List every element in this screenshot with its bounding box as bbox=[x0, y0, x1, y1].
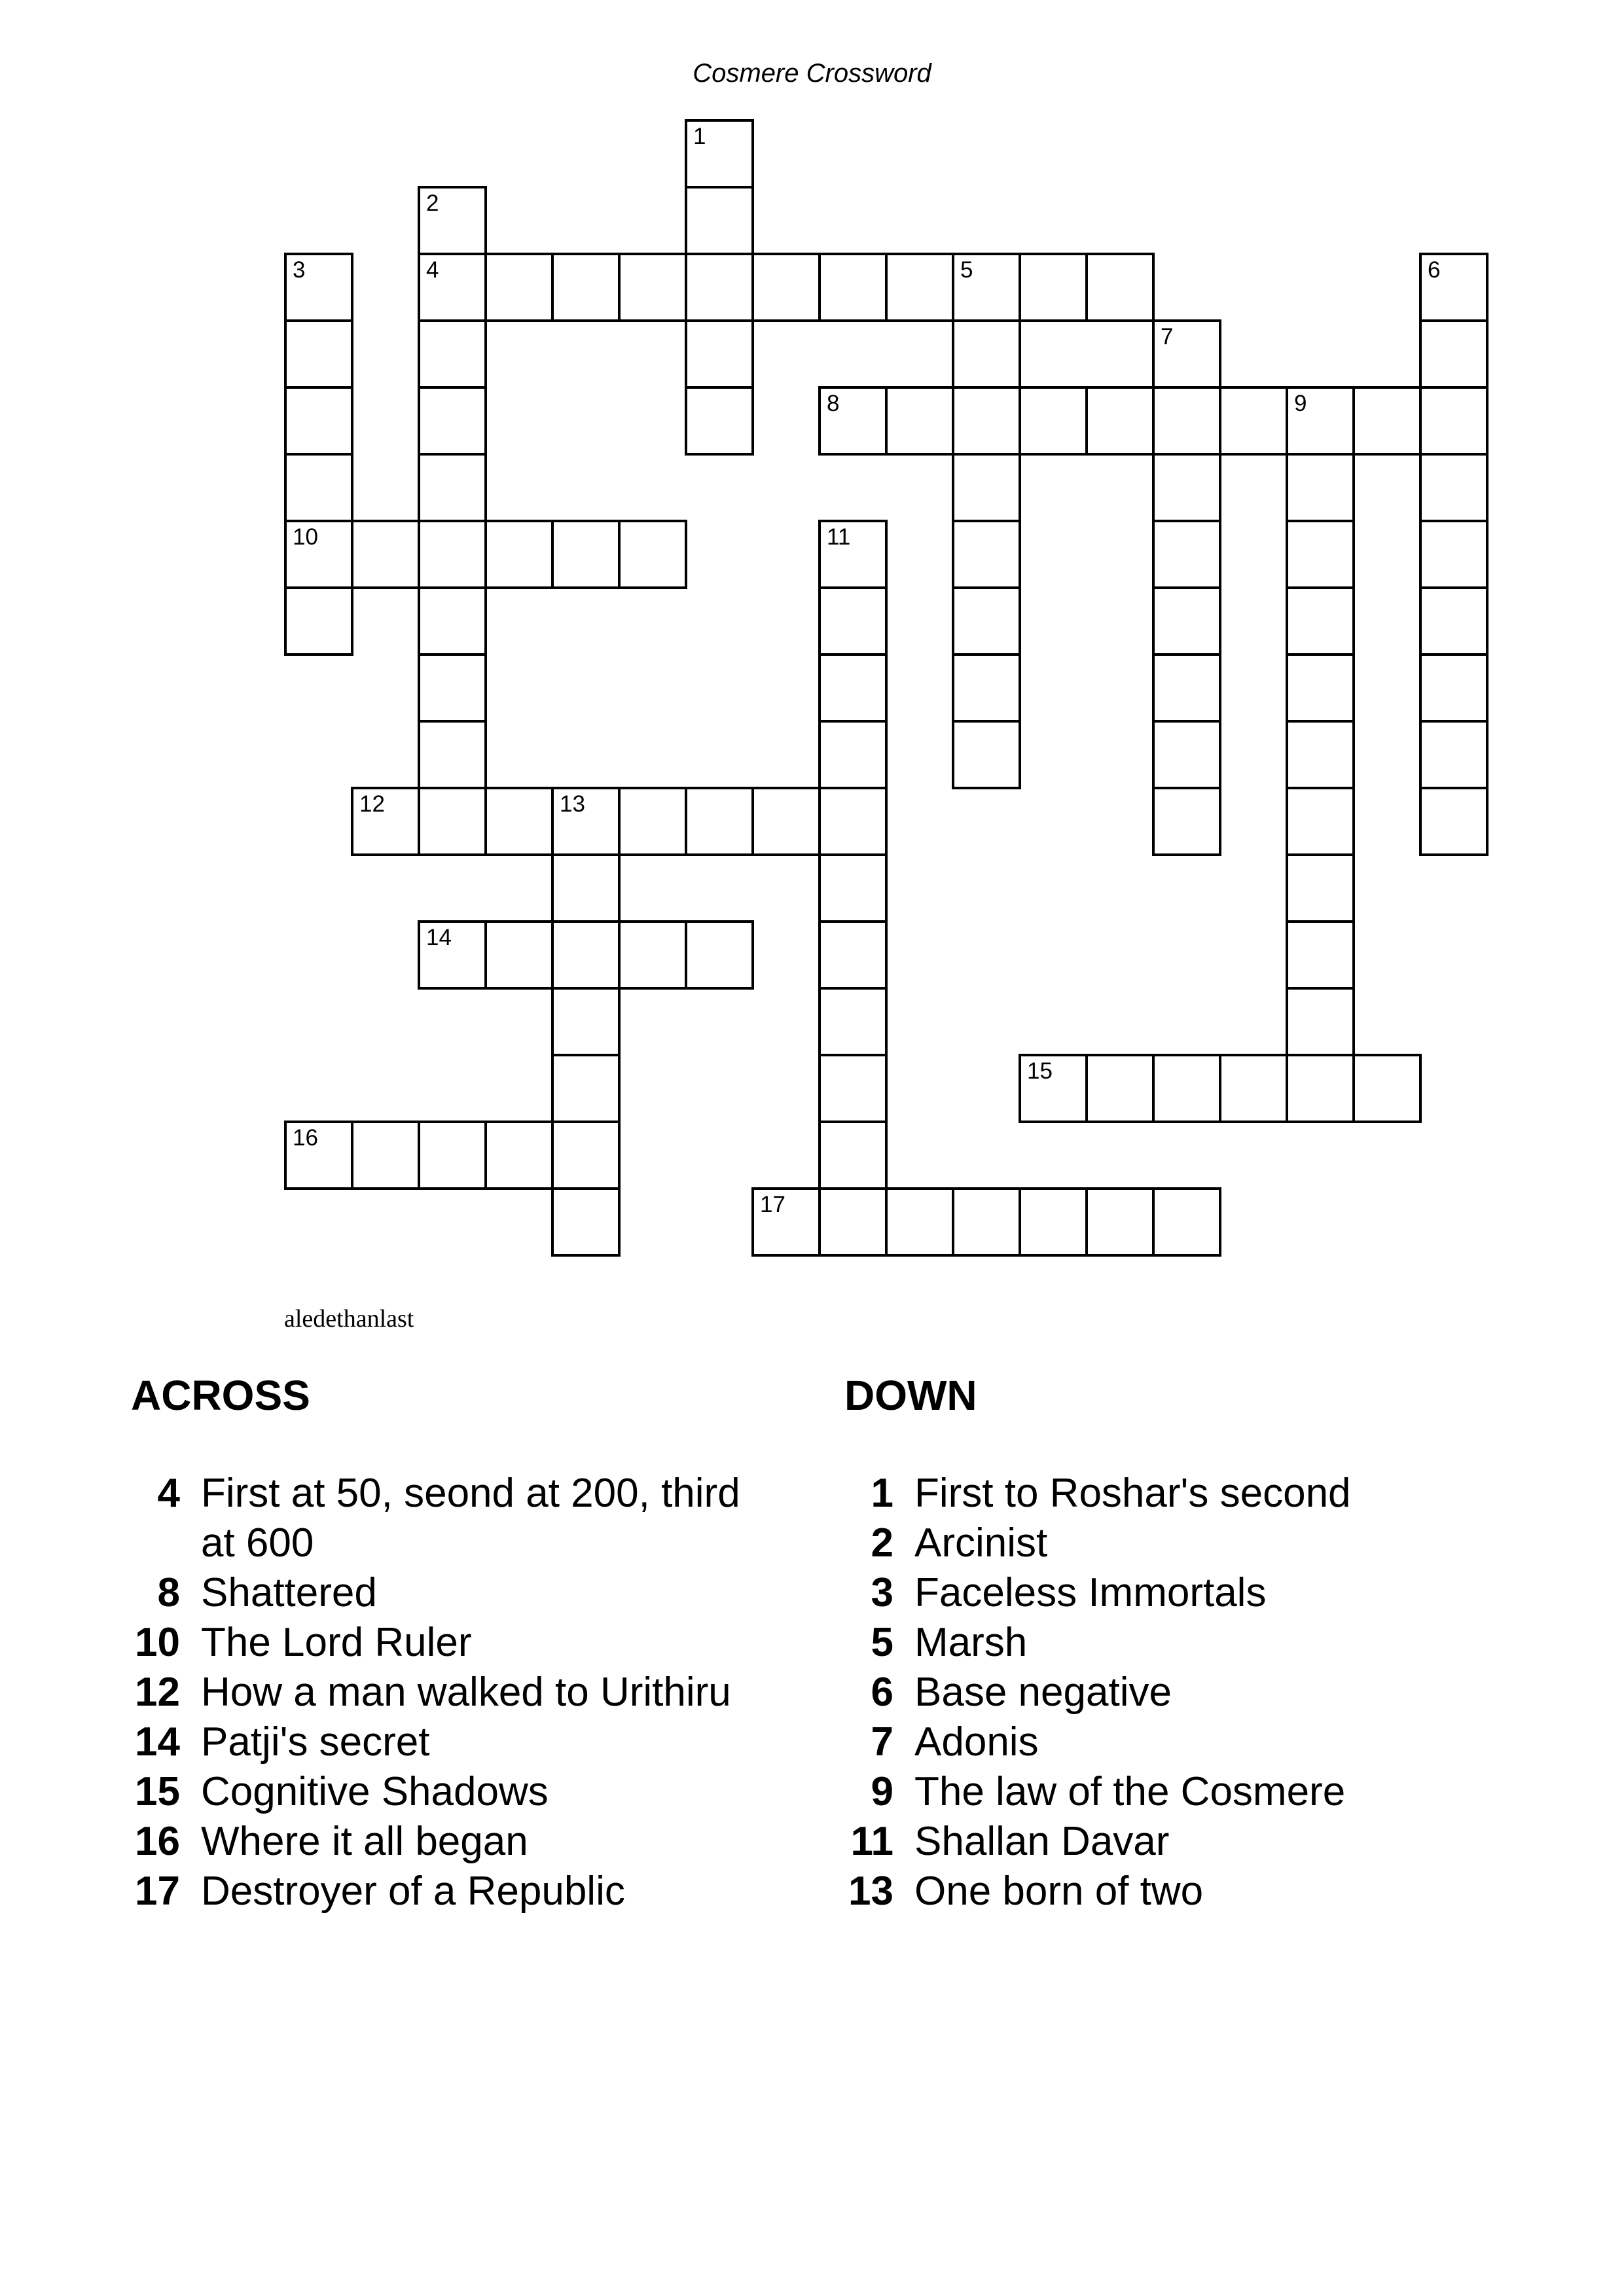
grid-cell[interactable] bbox=[1152, 720, 1221, 789]
grid-cell[interactable] bbox=[818, 1054, 888, 1123]
grid-cell[interactable] bbox=[551, 1121, 621, 1190]
down-clue-13[interactable] bbox=[844, 1867, 1499, 1916]
cell-number: 3 bbox=[293, 257, 306, 283]
clue-number: 17 bbox=[135, 1869, 180, 1914]
grid-cell[interactable] bbox=[751, 1187, 821, 1257]
grid-cell[interactable] bbox=[685, 186, 754, 255]
clue-number: 7 bbox=[871, 1719, 893, 1765]
grid-cell[interactable] bbox=[1152, 319, 1221, 389]
cell-number: 2 bbox=[426, 190, 439, 216]
grid-cell[interactable] bbox=[952, 720, 1021, 789]
clue-text: Shallan Davar bbox=[914, 1819, 1170, 1864]
down-clue-11[interactable] bbox=[844, 1817, 1499, 1867]
clue-number: 3 bbox=[871, 1570, 893, 1615]
cell-number: 14 bbox=[426, 925, 452, 950]
clue-text: The Lord Ruler bbox=[201, 1620, 472, 1665]
grid-cell[interactable] bbox=[818, 386, 888, 456]
grid-cell[interactable] bbox=[818, 1187, 888, 1257]
grid-cell[interactable] bbox=[551, 1187, 621, 1257]
grid-cell[interactable] bbox=[418, 586, 487, 656]
grid-cell[interactable] bbox=[1152, 586, 1221, 656]
grid-cell[interactable] bbox=[818, 1121, 888, 1190]
grid-cell[interactable] bbox=[484, 920, 554, 990]
grid-cell[interactable] bbox=[284, 386, 353, 456]
down-clues bbox=[844, 1374, 1499, 1916]
grid-cell[interactable] bbox=[618, 787, 687, 856]
across-clue-8[interactable] bbox=[131, 1568, 785, 1618]
grid-cell[interactable] bbox=[1419, 720, 1489, 789]
grid-cell[interactable] bbox=[818, 586, 888, 656]
cell-number: 6 bbox=[1428, 257, 1441, 283]
grid-cell[interactable] bbox=[1085, 1054, 1155, 1123]
grid-cell[interactable] bbox=[1286, 853, 1355, 923]
grid-cell[interactable] bbox=[1152, 1187, 1221, 1257]
grid-cell[interactable] bbox=[685, 319, 754, 389]
grid-cell[interactable] bbox=[1419, 253, 1489, 322]
grid-cell[interactable] bbox=[1419, 653, 1489, 723]
grid-cell[interactable] bbox=[1286, 520, 1355, 589]
grid-cell[interactable] bbox=[1085, 386, 1155, 456]
grid-cell[interactable] bbox=[885, 253, 954, 322]
grid-cell[interactable] bbox=[952, 520, 1021, 589]
clue-number: 1 bbox=[871, 1471, 893, 1516]
grid-cell[interactable] bbox=[1419, 586, 1489, 656]
grid-cell[interactable] bbox=[551, 253, 621, 322]
clue-text: How a man walked to Urithiru bbox=[201, 1670, 731, 1715]
grid-cell[interactable] bbox=[818, 787, 888, 856]
grid-cell[interactable] bbox=[1019, 1054, 1088, 1123]
clue-text: Marsh bbox=[914, 1620, 1028, 1665]
grid-cell[interactable] bbox=[952, 586, 1021, 656]
grid-cell[interactable] bbox=[418, 186, 487, 255]
cell-number: 8 bbox=[827, 391, 840, 416]
author-signature: aledethanlast bbox=[284, 1305, 414, 1333]
grid-cell[interactable] bbox=[551, 920, 621, 990]
clue-text: Cognitive Shadows bbox=[201, 1769, 549, 1814]
down-clue-7[interactable] bbox=[844, 1717, 1499, 1767]
grid-cell[interactable] bbox=[885, 386, 954, 456]
clue-text: Patji's secret bbox=[201, 1719, 430, 1765]
grid-cell[interactable] bbox=[818, 520, 888, 589]
grid-cell[interactable] bbox=[952, 386, 1021, 456]
across-clue-10[interactable] bbox=[131, 1618, 785, 1668]
down-clue-2[interactable] bbox=[844, 1518, 1499, 1568]
grid-cell[interactable] bbox=[1019, 1187, 1088, 1257]
cell-number: 15 bbox=[1027, 1058, 1053, 1084]
grid-cell[interactable] bbox=[1085, 1187, 1155, 1257]
down-clue-9[interactable] bbox=[844, 1767, 1499, 1817]
grid-cell[interactable] bbox=[551, 520, 621, 589]
grid-cell[interactable] bbox=[1286, 720, 1355, 789]
grid-cell[interactable] bbox=[484, 253, 554, 322]
grid-cell[interactable] bbox=[618, 920, 687, 990]
down-clue-6[interactable] bbox=[844, 1668, 1499, 1717]
grid-cell[interactable] bbox=[1152, 386, 1221, 456]
grid-cell[interactable] bbox=[1286, 1054, 1355, 1123]
grid-cell[interactable] bbox=[818, 853, 888, 923]
grid-cell[interactable] bbox=[418, 386, 487, 456]
down-clue-1[interactable] bbox=[844, 1469, 1499, 1518]
grid-cell[interactable] bbox=[1419, 319, 1489, 389]
across-clue-17[interactable] bbox=[131, 1867, 785, 1916]
grid-cell[interactable] bbox=[1219, 386, 1288, 456]
clue-text: First at 50, seond at 200, third at 600 bbox=[201, 1471, 740, 1566]
grid-cell[interactable] bbox=[618, 253, 687, 322]
grid-cell[interactable] bbox=[751, 253, 821, 322]
grid-cell[interactable] bbox=[618, 520, 687, 589]
grid-cell[interactable] bbox=[1286, 386, 1355, 456]
down-clue-5[interactable] bbox=[844, 1618, 1499, 1668]
clue-number: 12 bbox=[135, 1670, 180, 1715]
clue-number: 9 bbox=[871, 1769, 893, 1814]
grid-cell[interactable] bbox=[418, 1121, 487, 1190]
grid-cell[interactable] bbox=[551, 853, 621, 923]
grid-cell[interactable] bbox=[1219, 1054, 1288, 1123]
grid-cell[interactable] bbox=[284, 319, 353, 389]
grid-cell[interactable] bbox=[952, 453, 1021, 522]
grid-cell[interactable] bbox=[418, 453, 487, 522]
clue-number: 14 bbox=[135, 1719, 180, 1765]
grid-cell[interactable] bbox=[484, 1121, 554, 1190]
clue-number: 4 bbox=[157, 1471, 180, 1516]
grid-cell[interactable] bbox=[418, 319, 487, 389]
grid-cell[interactable] bbox=[818, 253, 888, 322]
grid-cell[interactable] bbox=[952, 1187, 1021, 1257]
clue-number: 16 bbox=[135, 1819, 180, 1864]
puzzle-title: Cosmere Crossword bbox=[693, 59, 931, 88]
grid-cell[interactable] bbox=[1419, 386, 1489, 456]
grid-cell[interactable] bbox=[1152, 453, 1221, 522]
grid-cell[interactable] bbox=[1352, 1054, 1422, 1123]
grid-cell[interactable] bbox=[1352, 386, 1422, 456]
across-clue-4[interactable] bbox=[131, 1469, 785, 1568]
across-clue-14[interactable] bbox=[131, 1717, 785, 1767]
grid-cell[interactable] bbox=[818, 920, 888, 990]
grid-cell[interactable] bbox=[952, 653, 1021, 723]
grid-cell[interactable] bbox=[1152, 787, 1221, 856]
grid-cell[interactable] bbox=[751, 787, 821, 856]
across-clue-15[interactable] bbox=[131, 1767, 785, 1817]
across-heading: ACROSS bbox=[131, 1372, 310, 1419]
grid-cell[interactable] bbox=[685, 253, 754, 322]
down-heading: DOWN bbox=[844, 1372, 977, 1419]
clue-number: 6 bbox=[871, 1670, 893, 1715]
grid-cell[interactable] bbox=[1286, 453, 1355, 522]
clue-text: Destroyer of a Republic bbox=[201, 1869, 625, 1914]
grid-cell[interactable] bbox=[1286, 987, 1355, 1056]
cell-number: 17 bbox=[760, 1192, 785, 1217]
grid-cell[interactable] bbox=[418, 787, 487, 856]
grid-cell[interactable] bbox=[1286, 787, 1355, 856]
down-clue-list bbox=[844, 1469, 1499, 1916]
clue-text: Adonis bbox=[914, 1719, 1039, 1765]
cell-number: 1 bbox=[693, 124, 706, 149]
grid-cell[interactable] bbox=[952, 319, 1021, 389]
clue-text: Arcinist bbox=[914, 1520, 1048, 1566]
grid-cell[interactable] bbox=[418, 720, 487, 789]
grid-cell[interactable] bbox=[818, 653, 888, 723]
clue-text: One born of two bbox=[914, 1869, 1204, 1914]
grid-cell[interactable] bbox=[1419, 453, 1489, 522]
grid-cell[interactable] bbox=[418, 653, 487, 723]
clue-text: Base negative bbox=[914, 1670, 1172, 1715]
grid-cell[interactable] bbox=[1019, 386, 1088, 456]
cell-number: 7 bbox=[1161, 324, 1174, 350]
grid-cell[interactable] bbox=[952, 253, 1021, 322]
clue-text: The law of the Cosmere bbox=[914, 1769, 1346, 1814]
grid-cell[interactable] bbox=[551, 787, 621, 856]
clue-number: 2 bbox=[871, 1520, 893, 1566]
grid-cell[interactable] bbox=[685, 119, 754, 188]
grid-cell[interactable] bbox=[418, 920, 487, 990]
grid-cell[interactable] bbox=[1019, 253, 1088, 322]
grid-cell[interactable] bbox=[1152, 653, 1221, 723]
grid-cell[interactable] bbox=[685, 386, 754, 456]
grid-cell[interactable] bbox=[284, 453, 353, 522]
cell-number: 13 bbox=[560, 791, 585, 817]
grid-cell[interactable] bbox=[284, 253, 353, 322]
grid-cell[interactable] bbox=[1152, 1054, 1221, 1123]
cell-number: 5 bbox=[960, 257, 973, 283]
grid-cell[interactable] bbox=[1085, 253, 1155, 322]
clue-text: Where it all began bbox=[201, 1819, 528, 1864]
clue-text: First to Roshar's second bbox=[914, 1471, 1351, 1516]
grid-cell[interactable] bbox=[284, 520, 353, 589]
down-clue-3[interactable] bbox=[844, 1568, 1499, 1618]
grid-cell[interactable] bbox=[1152, 520, 1221, 589]
clue-number: 11 bbox=[850, 1819, 893, 1864]
grid-cell[interactable] bbox=[818, 987, 888, 1056]
grid-cell[interactable] bbox=[284, 586, 353, 656]
cell-number: 11 bbox=[827, 524, 851, 550]
cell-number: 9 bbox=[1294, 391, 1307, 416]
cell-number: 10 bbox=[293, 524, 318, 550]
clue-number: 5 bbox=[871, 1620, 893, 1665]
grid-cell[interactable] bbox=[1286, 586, 1355, 656]
clue-number: 15 bbox=[135, 1769, 180, 1814]
clue-text: Faceless Immortals bbox=[914, 1570, 1267, 1615]
grid-cell[interactable] bbox=[351, 1121, 420, 1190]
clue-number: 8 bbox=[157, 1570, 180, 1615]
grid-cell[interactable] bbox=[1286, 920, 1355, 990]
clue-text: Shattered bbox=[201, 1570, 377, 1615]
grid-cell[interactable] bbox=[818, 720, 888, 789]
grid-cell[interactable] bbox=[551, 987, 621, 1056]
grid-cell[interactable] bbox=[418, 253, 487, 322]
grid-cell[interactable] bbox=[351, 787, 420, 856]
grid-cell[interactable] bbox=[351, 520, 420, 589]
across-clue-16[interactable] bbox=[131, 1817, 785, 1867]
grid-cell[interactable] bbox=[484, 520, 554, 589]
across-clue-12[interactable] bbox=[131, 1668, 785, 1717]
clue-number: 13 bbox=[848, 1869, 893, 1914]
clue-number: 10 bbox=[135, 1620, 180, 1665]
grid-cell[interactable] bbox=[284, 1121, 353, 1190]
grid-cell[interactable] bbox=[885, 1187, 954, 1257]
cell-number: 16 bbox=[293, 1125, 318, 1151]
grid-cell[interactable] bbox=[484, 787, 554, 856]
grid-cell[interactable] bbox=[1419, 787, 1489, 856]
grid-cell[interactable] bbox=[418, 520, 487, 589]
grid-cell[interactable] bbox=[1419, 520, 1489, 589]
grid-cell[interactable] bbox=[551, 1054, 621, 1123]
cell-number: 4 bbox=[426, 257, 439, 283]
grid-cell[interactable] bbox=[1286, 653, 1355, 723]
grid-cell[interactable] bbox=[685, 787, 754, 856]
grid-cell[interactable] bbox=[685, 920, 754, 990]
across-clues bbox=[131, 1374, 785, 1916]
across-clue-list bbox=[131, 1469, 785, 1916]
cell-number: 12 bbox=[359, 791, 385, 817]
